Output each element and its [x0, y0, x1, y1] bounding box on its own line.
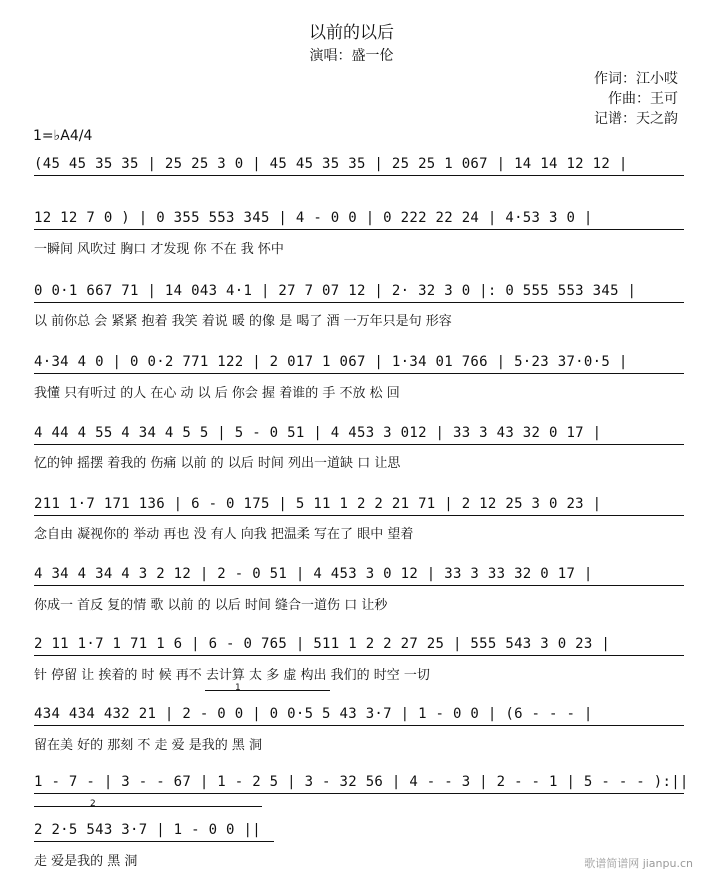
lyrics-row-6: 念自由 凝视你的 举动 再也 没 有人 向我 把温柔 写在了 眼中 望着	[34, 527, 414, 542]
notation-row-10: 1 - 7 - | 3 - - 67 | 1 - 2 5 | 3 - 32 56 | 4 - - 3 | 2 - - 1 | 5 - - - ):||	[34, 774, 689, 790]
beam-line	[34, 655, 684, 656]
notation-row-5: 4 44 4 55 4 34 4 5 5 | 5 - 0 51 | 4 453 3 012 | 33 3 43 32 0 17 |	[34, 425, 602, 441]
lyrics-row-7: 你成一 首反 复的情 歌 以前 的 以后 时间 缝合一道伤 口 让秒	[34, 598, 388, 613]
watermark: 歌谱简谱网 jianpu.cn	[584, 857, 693, 870]
volta-2-label: 2	[90, 799, 96, 809]
beam-line	[34, 725, 684, 726]
beam-line	[34, 515, 684, 516]
singer-line: 演唱：盛一伦	[309, 48, 394, 64]
lyrics-row-5: 忆的钟 摇摆 着我的 伤痛 以前 的 以后 时间 列出一道缺 口 让思	[34, 456, 401, 471]
notation-row-2: 12 12 7 0 ) | 0 355 553 345 | 4 - 0 0 | 0 222 22 24 | 4·53 3 0 |	[34, 210, 593, 226]
beam-line	[34, 229, 684, 230]
notation-row-6: 211 1·7 171 136 | 6 - 0 175 | 5 11 1 2 2 21 71 | 2 12 25 3 0 23 |	[34, 496, 602, 512]
song-title: 以前的以后	[309, 23, 394, 43]
beam-line	[34, 302, 684, 303]
composer-credit: 作曲：王可	[608, 91, 678, 107]
beam-line	[34, 175, 684, 176]
beam-line	[34, 373, 684, 374]
volta-1-label: 1	[235, 683, 241, 693]
beam-line	[34, 444, 684, 445]
volta-bracket-2	[34, 806, 262, 807]
notation-row-7: 4 34 4 34 4 3 2 12 | 2 - 0 51 | 4 453 3 0 12 | 33 3 33 32 0 17 |	[34, 566, 593, 582]
notation-row-3: 0 0·1 667 71 | 14 043 4·1 | 27 7 07 12 | 2· 32 3 0 |: 0 555 553 345 |	[34, 283, 637, 299]
lyrics-row-8: 针 停留 让 挨着的 时 候 再不 去计算 太 多 虚 构出 我们的 时空 一切	[34, 668, 430, 683]
transcriber-credit: 记谱：天之韵	[594, 111, 678, 127]
beam-line	[34, 841, 274, 842]
notation-row-4: 4·34 4 0 | 0 0·2 771 122 | 2 017 1 067 | 1·34 01 766 | 5·23 37·0·5 |	[34, 354, 628, 370]
beam-line	[34, 585, 684, 586]
lyrics-row-4: 我懂 只有听过 的人 在心 动 以 后 你会 握 着谁的 手 不放 松 回	[34, 386, 400, 401]
lyrics-row-3: 以 前你总 会 紧紧 抱着 我笑 着说 暖 的像 是 喝了 酒 一万年只是句 形容	[34, 314, 452, 329]
notation-row-1: (45 45 35 35 | 25 25 3 0 | 45 45 35 35 | 25 25 1 067 | 14 14 12 12 |	[34, 156, 628, 172]
notation-row-9: 434 434 432 21 | 2 - 0 0 | 0 0·5 5 43 3·7 | 1 - 0 0 | (6 - - - |	[34, 706, 593, 722]
notation-row-8: 2 11 1·7 1 71 1 6 | 6 - 0 765 | 511 1 2 2 27 25 | 555 543 3 0 23 |	[34, 636, 611, 652]
beam-line	[34, 793, 684, 794]
lyrics-row-2: 一瞬间 风吹过 胸口 才发现 你 不在 我 怀中	[34, 242, 284, 257]
volta-bracket-1	[205, 690, 330, 691]
lyrics-row-11: 走 爱是我的 黑 洞	[34, 854, 138, 869]
lyricist-credit: 作词：江小哎	[594, 71, 678, 87]
lyrics-row-9: 留在美 好的 那刻 不 走 爱 是我的 黑 洞	[34, 738, 263, 753]
notation-row-11: 2 2·5 543 3·7 | 1 - 0 0 ||	[34, 822, 261, 838]
key-signature: 1=♭A4/4	[33, 128, 93, 144]
